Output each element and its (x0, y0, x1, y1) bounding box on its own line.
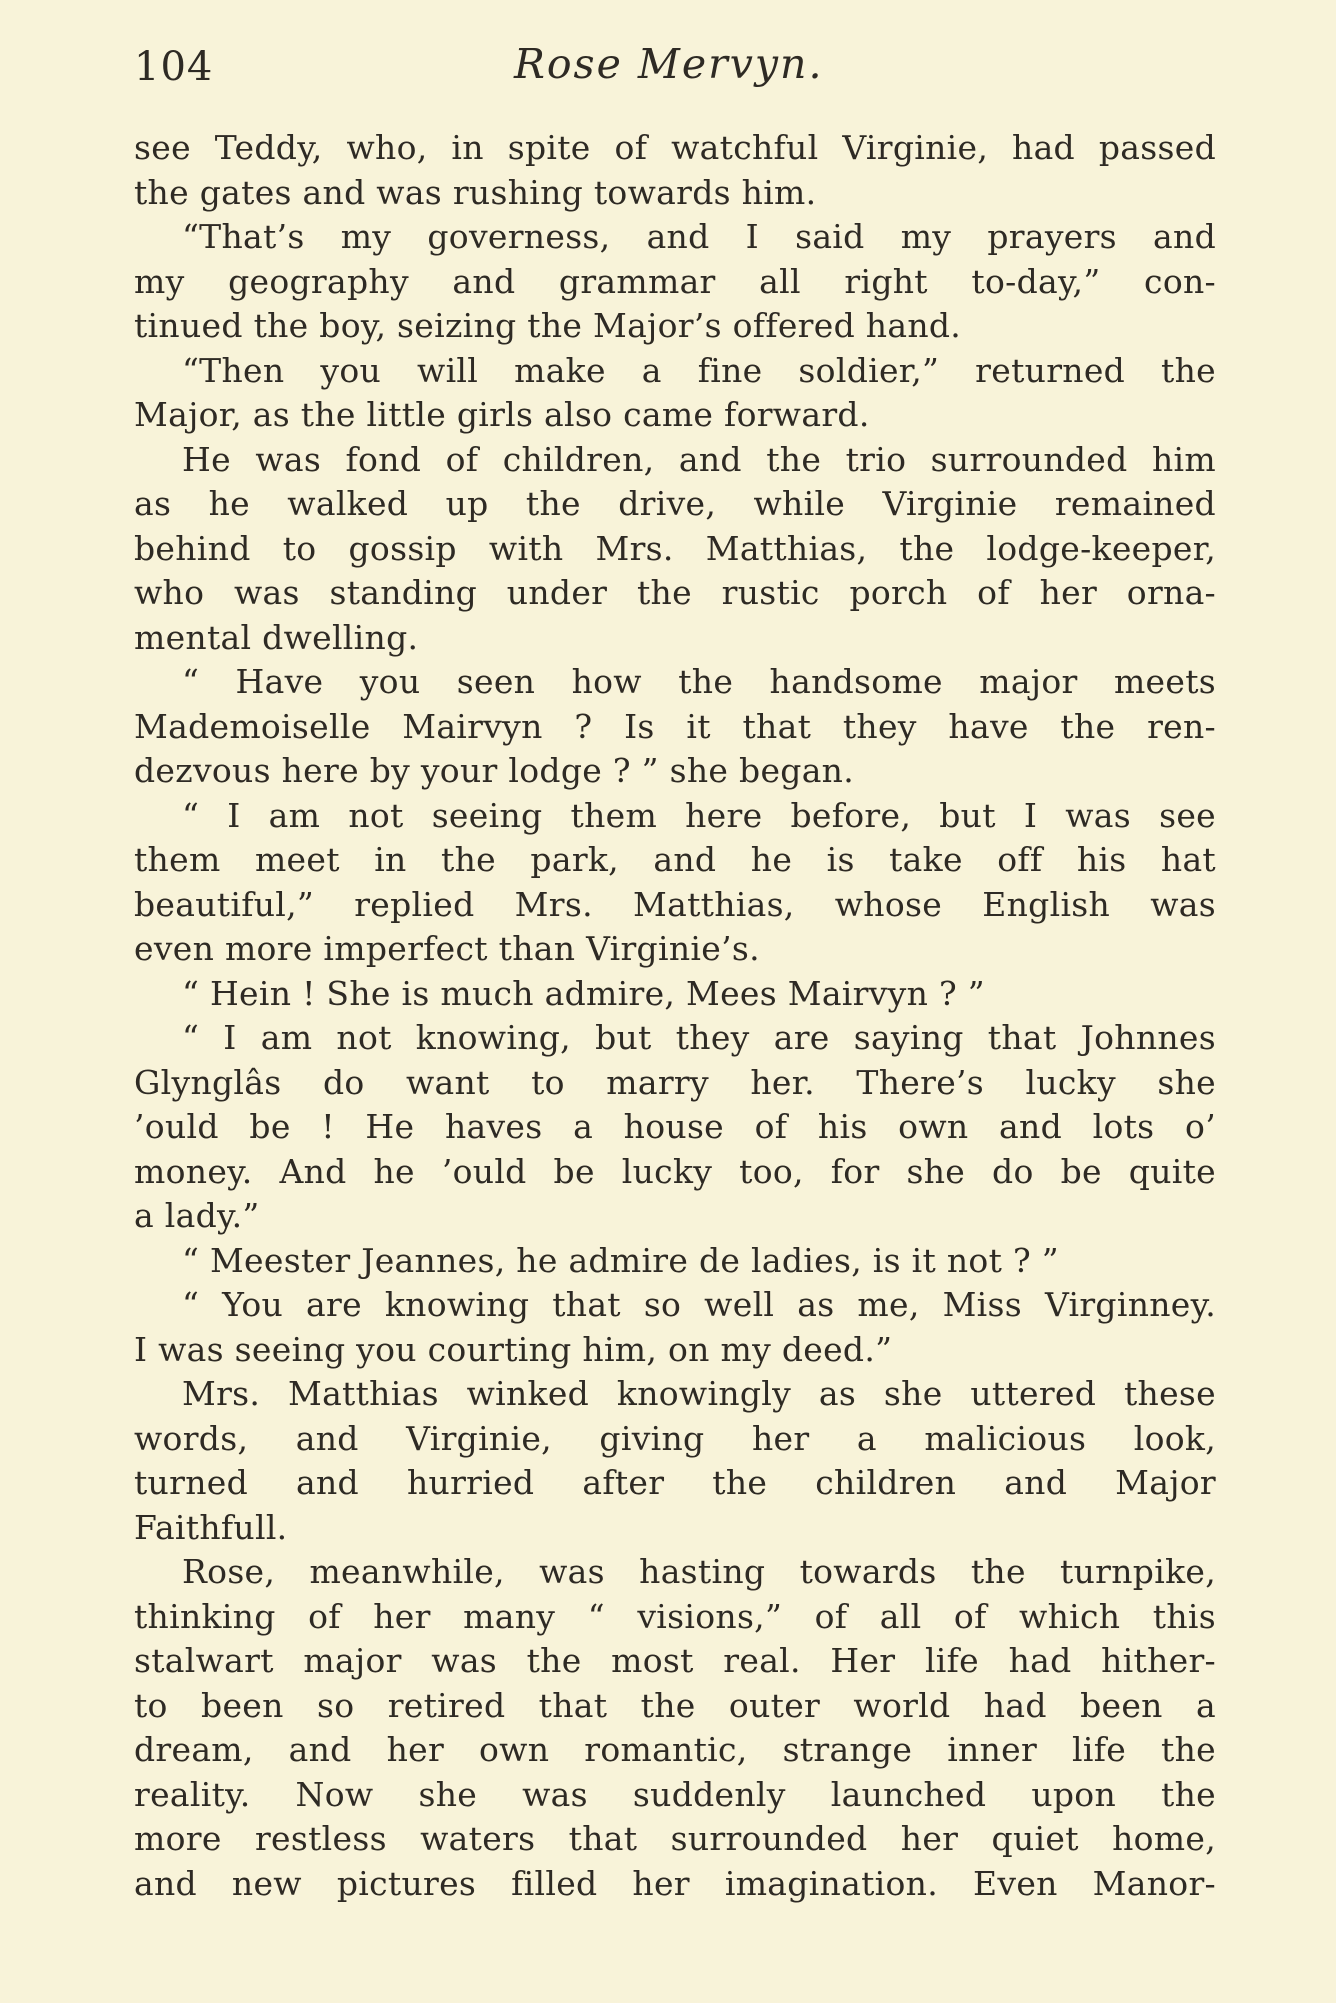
page-header (134, 40, 1216, 100)
body-text (134, 126, 1216, 1906)
page-number: 104 (134, 44, 214, 90)
text-line: “ I am not knowing, but they are saying that Johnnes (182, 1018, 1216, 1057)
text-line: behind to gossip with Mrs. Matthias, the lodge-keeper, (134, 528, 1216, 568)
text-line: mental dwelling. (134, 617, 419, 657)
text-line: see Teddy, who, in spite of watchful Virginie, had passed (134, 128, 1216, 167)
text-line: “Then you will make a fine soldier,” returned the (182, 350, 1216, 390)
text-line: Faithfull. (134, 1507, 288, 1547)
running-title: Rose Mervyn. (514, 40, 824, 88)
text-line: Major, as the little girls also came forward. (134, 395, 870, 434)
text-line: “ Have you seen how the handsome major meets (182, 662, 1216, 701)
text-line: “ Meester Jeannes, he admire de ladies, is it not ? ” (182, 1240, 1059, 1280)
text-line: as he walked up the drive, while Virginie remained (134, 484, 1216, 523)
text-line: dream, and her own romantic, strange inner life the (134, 1730, 1216, 1769)
text-line: stalwart major was the most real. Her life had hither- (134, 1641, 1216, 1680)
text-line: a lady.” (134, 1196, 260, 1235)
text-line: the gates and was rushing towards him. (134, 172, 817, 212)
text-line: thinking of her many “ visions,” of all of which this (134, 1596, 1216, 1636)
text-line: “That’s my governess, and I said my prayers and (182, 217, 1216, 256)
text-line: reality. Now she was suddenly launched upon the (134, 1774, 1216, 1814)
text-line: dezvous here by your lodge ? ” she began. (134, 751, 855, 790)
text-line: He was fond of children, and the trio surrounded him (182, 439, 1216, 479)
text-line: who was standing under the rustic porch of her orna- (134, 573, 1216, 612)
text-line: to been so retired that the outer world had been a (134, 1685, 1216, 1725)
text-line: “ You are knowing that so well as me, Miss Virginney. (182, 1285, 1216, 1324)
text-line: Glynglâs do want to marry her. There’s lucky she (134, 1062, 1216, 1102)
text-line: more restless waters that surrounded her quiet home, (134, 1819, 1216, 1858)
text-line: money. And he ’ould be lucky too, for she do be quite (134, 1151, 1216, 1191)
text-line: “ I am not seeing them here before, but I was see (182, 795, 1216, 835)
text-line: and new pictures filled her imagination. Even Manor- (134, 1863, 1216, 1903)
text-line: even more imperfect than Virginie’s. (134, 929, 760, 968)
text-line: turned and hurried after the children and Major (134, 1463, 1216, 1502)
text-line: ’ould be ! He haves a house of his own and lots o’ (134, 1107, 1216, 1146)
text-line: Mademoiselle Mairvyn ? Is it that they have the ren- (134, 706, 1216, 746)
text-line: beautiful,” replied Mrs. Matthias, whose English was (134, 884, 1216, 924)
text-line: my geography and grammar all right to-day,” con- (134, 261, 1216, 301)
text-line: words, and Virginie, giving her a malicious look, (134, 1418, 1216, 1458)
text-line: tinued the boy, seizing the Major’s offered hand. (134, 306, 962, 345)
text-line: them meet in the park, and he is take off his hat (134, 840, 1216, 879)
text-line: Mrs. Matthias winked knowingly as she uttered these (182, 1374, 1216, 1413)
text-line: I was seeing you courting him, on my deed.” (134, 1329, 893, 1369)
text-line: “ Hein ! She is much admire, Mees Mairvyn ? ” (182, 973, 985, 1013)
text-line: Rose, meanwhile, was hasting towards the turnpike, (182, 1552, 1216, 1591)
